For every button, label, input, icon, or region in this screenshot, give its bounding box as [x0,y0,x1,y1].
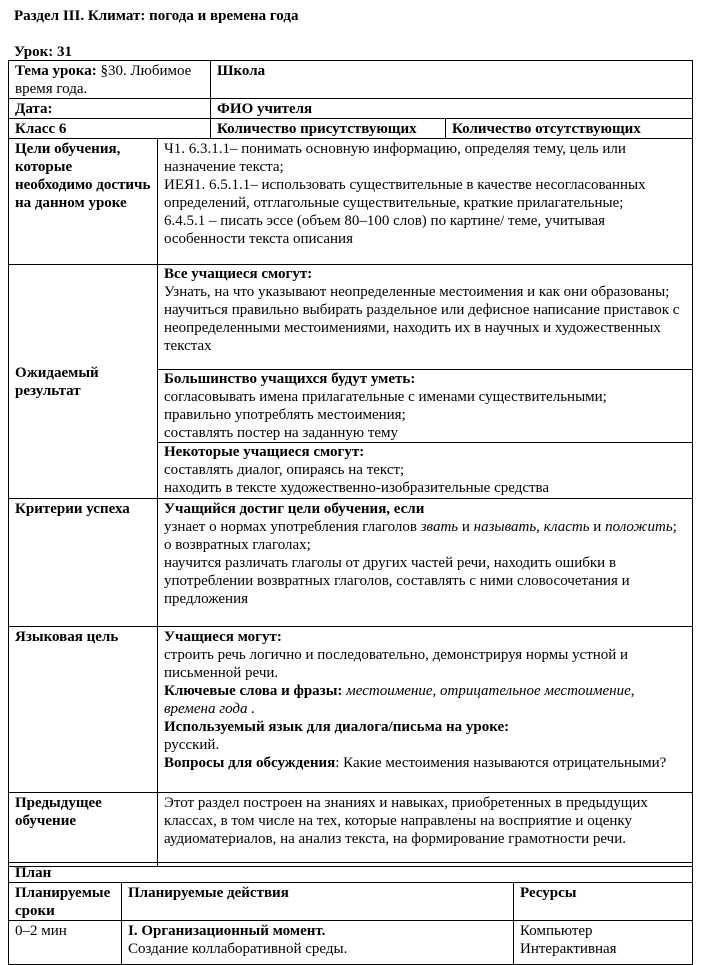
criteria-text-part: и [458,519,474,535]
plan-row-action-heading: I. Организационный момент. [128,923,326,939]
plan-col-time: Планируемые сроки [9,883,122,921]
plan-col-resources: Ресурсы [514,883,693,921]
school-label: Школа [211,61,693,99]
criteria-row [9,499,693,627]
criteria-verbs-line [164,518,686,536]
absent-count-label: Количество отсутствующих [446,119,693,139]
plan-row-action-text: Создание коллаборативной среды. [128,941,348,957]
some-students-heading: Некоторые учащиеся смогут: [164,444,365,460]
most-students-text: согласовывать имена прилагательные с именами существительными; правильно употреблять местоимения; составлять постер на заданную тему [164,389,607,441]
some-students-block [158,442,692,498]
plan-row-resources [514,921,693,965]
goals-label: Цели обучения, которые необходимо достичь на данном уроке [9,139,158,265]
plan-title-row [9,863,693,883]
date-row [9,99,693,119]
plan-title: План [9,863,693,883]
plan-row-time: 0–2 мин [9,921,122,965]
expected-content [158,265,693,499]
some-students-text: составлять диалог, опираясь на текст; находить в тексте художественно-изобразительные средства [164,462,550,496]
topic-label: Тема урока: [15,63,97,79]
all-students-block [164,265,686,369]
criteria-text-part: , [536,519,544,535]
criteria-verb: класть [543,519,590,535]
criteria-content [158,499,693,627]
class-label: Класс 6 [9,119,211,139]
all-students-heading: Все учащиеся смогут: [164,266,313,282]
plan-row [9,921,693,965]
topic-row [9,61,693,99]
language-goal-row [9,627,693,793]
dialog-language-label: Используемый язык для диалога/письма на уроке: [164,719,510,735]
date-label: Дата: [9,99,211,119]
criteria-verb: называть [473,519,537,535]
resource-interactive: Интерактивная [520,941,617,957]
expected-label: Ожидаемый результат [9,265,158,499]
plan-col-actions: Планируемые действия [122,883,514,921]
most-students-block [158,369,692,442]
goals-row [9,139,693,265]
plan-header-row [9,883,693,921]
goals-text: Ч1. 6.3.1.1– понимать основную информацию, определяя тему, цель или назначение текста; ИЕЯ1. 6.5.1.1– использовать существительные в качестве несогласованных определений, отглагольные существительные, краткие прилагательные; 6.4.5.1 – писать эссе (объем 80–100 слов) по картине/ теме, учитывая особенности текста описания [158,139,693,265]
language-goal-heading: Учащиеся могут: [164,629,282,645]
plan-table [8,862,693,965]
language-goal-label: Языковая цель [9,627,158,793]
criteria-text-part: ; [672,519,677,535]
keywords-line [164,682,686,718]
previous-learning-text: Этот раздел построен на знаниях и навыках, приобретенных в предыдущих классах, в том числе на тех, которые направлены на восприятие и оценку аудиоматериалов, на анализ текста, на формирование грамотности речи. [158,793,693,867]
expected-row [9,265,693,499]
lesson-number: Урок: 31 [14,44,73,60]
present-count-label: Количество присутствующих [211,119,446,139]
dialog-language-value: русский. [164,737,220,753]
criteria-text-part: узнает о нормах употребления глаголов [164,519,421,535]
criteria-verb: положить [605,519,673,535]
keywords-label: Ключевые слова и фразы: [164,683,343,699]
discussion-questions-line [164,754,686,772]
criteria-text-part: и [589,519,606,535]
most-students-heading: Большинство учащихся будут уметь: [164,371,416,387]
plan-row-action [122,921,514,965]
topic-cell [9,61,211,99]
previous-learning-row [9,793,693,867]
language-goal-text: строить речь логично и последовательно, демонстрируя нормы устной и письменной речи. [164,647,629,681]
criteria-verb: звать [420,519,459,535]
criteria-reflexive-line: о возвратных глаголах; [164,537,311,553]
resource-computer: Компьютер [520,923,593,939]
all-students-text: Узнать, на что указывают неопределенные местоимения и как они образованы; научиться правильно выбирать раздельное или дефисное написание приставок с неопределенными местоимениями, находить их в научных и художественных текстах [164,284,680,354]
keywords-value: местоимение, отрицательное местоимение, времена года . [164,683,635,717]
criteria-label: Критерии успеха [9,499,158,627]
criteria-heading: Учащийся достиг цели обучения, если [164,501,425,517]
previous-learning-label: Предыдущее обучение [9,793,158,867]
class-row [9,119,693,139]
discussion-questions-value: : Какие местоимения называются отрицательными? [335,755,667,771]
criteria-distinguish-line: научится различать глаголы от других частей речи, находить ошибки в употреблении возвратных глаголов, составлять с ними словосочетания и предложения [164,555,630,607]
language-goal-content [158,627,693,793]
teacher-label: ФИО учителя [211,99,693,119]
section-title: Раздел III. Климат: погода и времена года [14,8,299,24]
topic-value: §30. Любимое время года. [15,63,192,97]
lesson-plan-table [8,60,693,867]
discussion-questions-label: Вопросы для обсуждения [164,755,336,771]
